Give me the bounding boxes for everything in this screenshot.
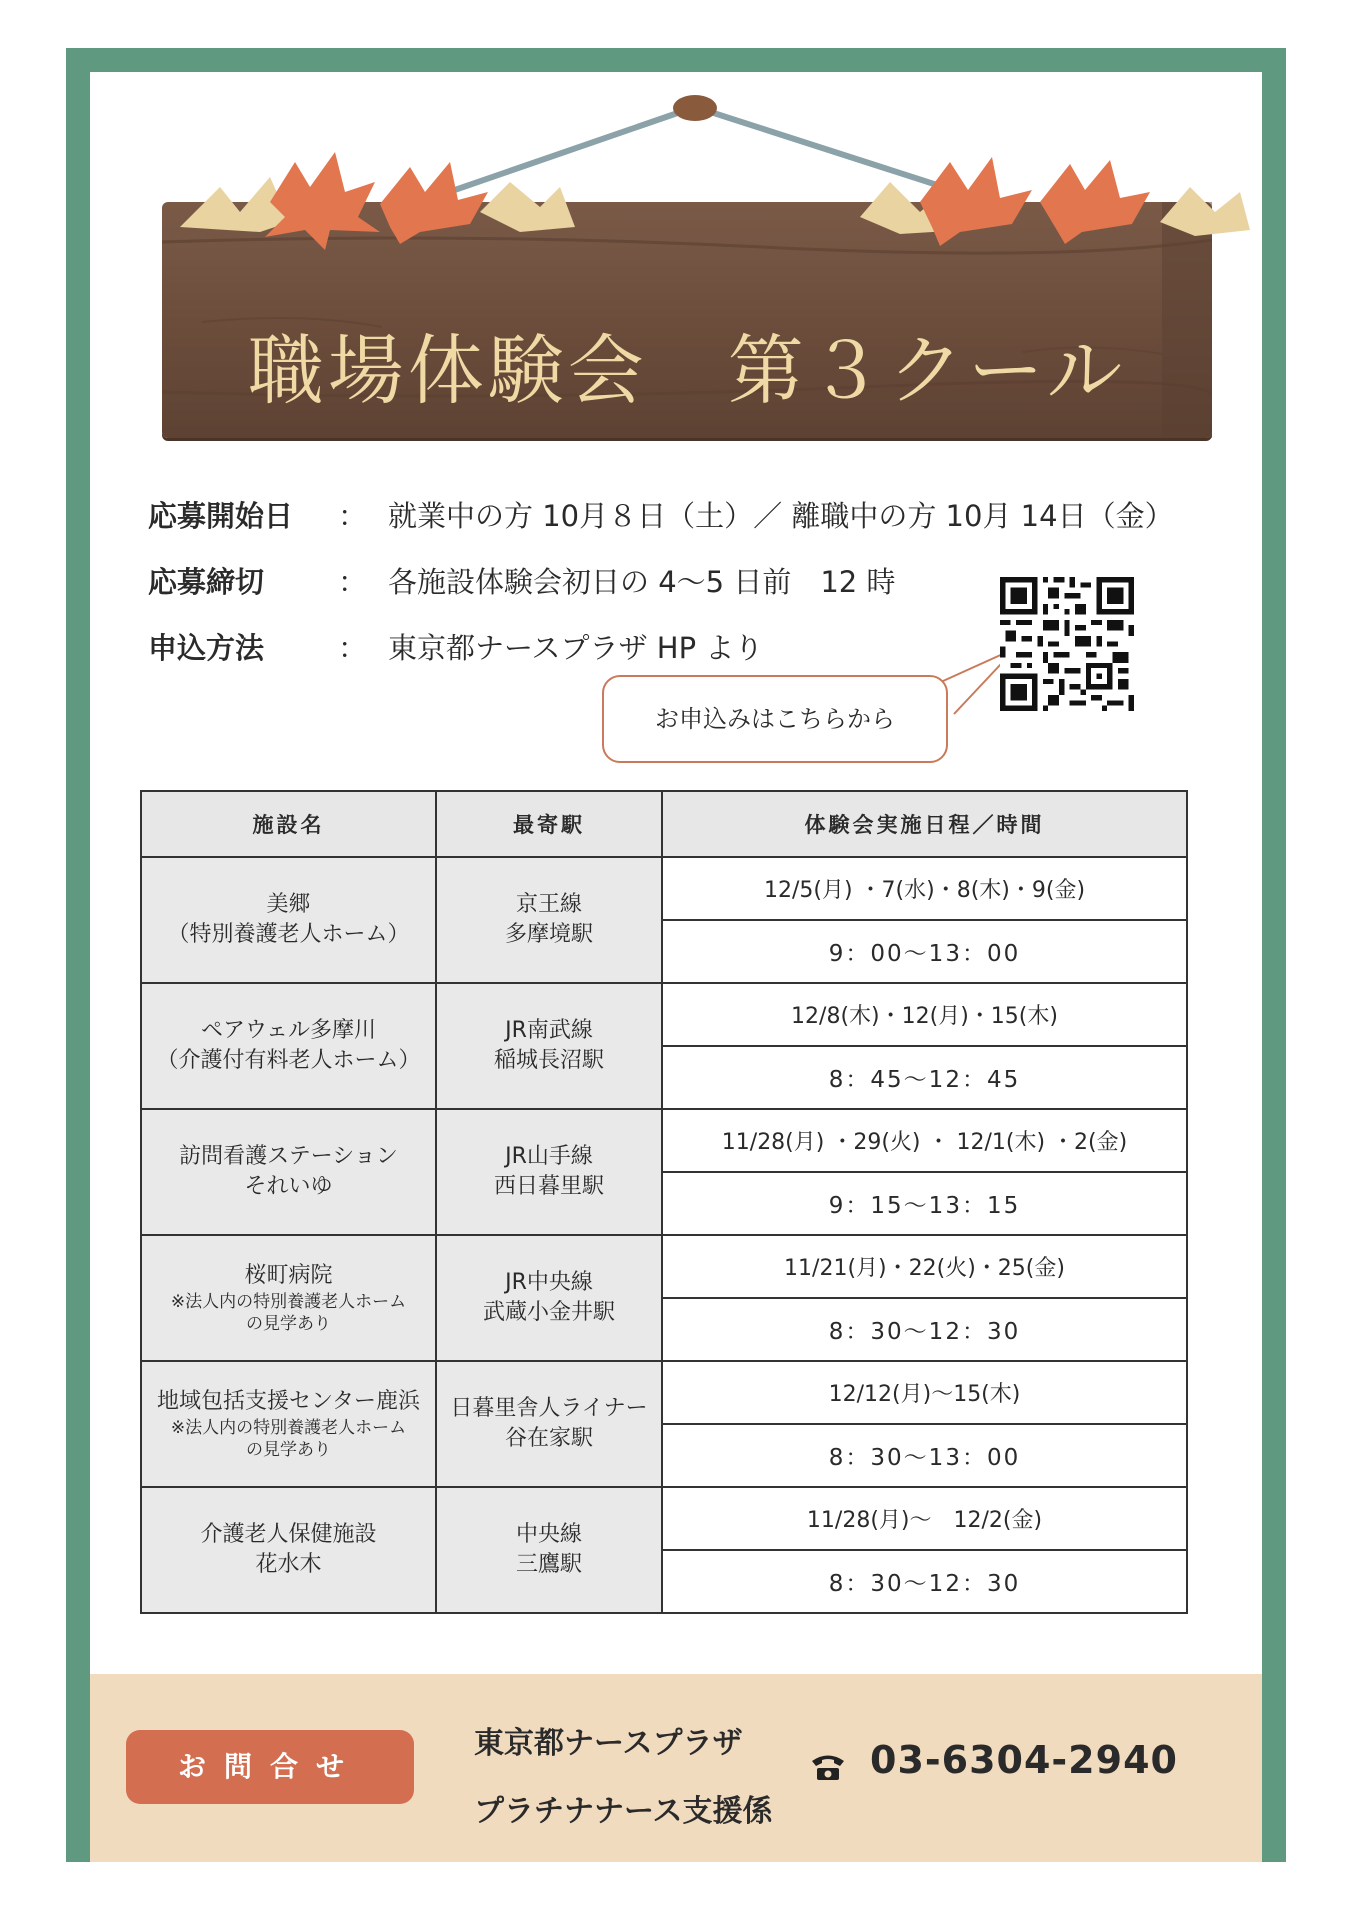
station-cell: 中央線 三鷹駅 bbox=[436, 1487, 662, 1613]
table-row bbox=[141, 983, 1187, 1046]
facility-cell: 桜町病院 ※法人内の特別養護老人ホーム の見学あり bbox=[141, 1235, 436, 1361]
dates-cell: 12/8(木)・12(月)・15(木) bbox=[662, 983, 1187, 1046]
time-cell: 8：30～12：30 bbox=[662, 1550, 1187, 1613]
info-value: 各施設体験会初日の 4～5 日前 12 時 bbox=[388, 565, 896, 599]
facility-cell: 美郷 （特別養護老人ホーム） bbox=[141, 857, 436, 983]
time-cell: 8：30～12：30 bbox=[662, 1298, 1187, 1361]
facility-cell: 介護老人保健施設 花水木 bbox=[141, 1487, 436, 1613]
header-station: 最寄駅 bbox=[436, 791, 662, 857]
wooden-board bbox=[162, 202, 1212, 438]
time-cell: 8：45～12：45 bbox=[662, 1046, 1187, 1109]
station-cell: JR山手線 西日暮里駅 bbox=[436, 1109, 662, 1235]
org-department: プラチナナース支援係 bbox=[474, 1794, 773, 1829]
station-cell: JR中央線 武蔵小金井駅 bbox=[436, 1235, 662, 1361]
facility-note: ※法人内の特別養護老人ホーム bbox=[170, 1418, 407, 1438]
table-row bbox=[141, 1109, 1187, 1172]
dates-cell: 12/12(月)～15(木) bbox=[662, 1361, 1187, 1424]
dates-cell: 11/28(月) ・29(火) ・ 12/1(木) ・2(金) bbox=[662, 1109, 1187, 1172]
table-row bbox=[141, 1487, 1187, 1550]
dates-cell: 11/21(月)・22(火)・25(金) bbox=[662, 1235, 1187, 1298]
phone-number[interactable]: 03-6304-2940 bbox=[870, 1738, 1178, 1782]
facility-note: ※法人内の特別養護老人ホーム bbox=[170, 1292, 407, 1312]
page-title: 職場体験会 第３クール bbox=[247, 326, 1127, 415]
facility-cell: ペアウェル多摩川 （介護付有料老人ホーム） bbox=[141, 983, 436, 1109]
station-cell: JR南武線 稲城長沼駅 bbox=[436, 983, 662, 1109]
contact-label: お問合せ bbox=[126, 1730, 414, 1804]
time-cell: 8：30～13：00 bbox=[662, 1424, 1187, 1487]
table-header-row bbox=[141, 791, 1187, 857]
apply-here-bubble: お申込みはこちらから bbox=[602, 675, 948, 763]
info-label: 応募締切 bbox=[148, 565, 265, 599]
info-label: 申込方法 bbox=[148, 631, 265, 665]
time-cell: 9：15～13：15 bbox=[662, 1172, 1187, 1235]
facility-cell: 地域包括支援センター鹿浜 ※法人内の特別養護老人ホーム の見学あり bbox=[141, 1361, 436, 1487]
facility-note: の見学あり bbox=[246, 1314, 331, 1334]
dates-cell: 11/28(月)～ 12/2(金) bbox=[662, 1487, 1187, 1550]
poster-frame: 職場体験会 第３クール 応募開始日 ： 就業中の方 10月８日（土）／ 離職中の方 10月 14日（金） 応募締切 ： 各施設体験会初日の 4～5 日前 12 時 申込方法 ： 東京都ナースプラザ HP より お申込みはこちらから 施設名 最寄駅 体験会実施日程／時間 美郷 （特別養護老人ホーム） 京王線 多摩境駅 12/5(月) ・7(水)・8(木)・9(金) 9：00～13：00 ペアウェル多摩川 （介護付有料老人ホーム） JR南武線 稲城長沼駅 12/8(木)・12(月)・15(木) 8：45～12：45 訪問看護ステーション それいゆ JR山手線 西日暮里駅 11/28(月) ・29(火) ・ 12/1(木) ・2(金) 9：15～13：15 桜町病院 ※法人内の特別養護老人ホーム の見学あり JR中央線 武蔵小金井駅 11/21(月)・22(火)・25(金) 8：30～12：30 地域包括支援センター鹿浜 ※法人内の特別養護老人ホーム の見学あり 日暮里舎人ライナー 谷在家駅 12/12(月)～15(木) 8：30～13：00 介護老人保健施設 花水木 中央線 三鷹駅 11/28(月)～ 12/2(金) 8：30～12：30 お問合せ 東京都ナースプラザ プラチナナース支援係 03-6304-2940 bbox=[66, 48, 1286, 1862]
station-cell: 京王線 多摩境駅 bbox=[436, 857, 662, 983]
table-row bbox=[141, 1235, 1187, 1298]
schedule-table bbox=[140, 790, 1188, 1614]
facility-note: の見学あり bbox=[246, 1440, 331, 1460]
station-cell: 日暮里舎人ライナー 谷在家駅 bbox=[436, 1361, 662, 1487]
signboard bbox=[120, 72, 1290, 452]
qr-code-icon[interactable] bbox=[1000, 574, 1134, 714]
dates-cell: 12/5(月) ・7(水)・8(木)・9(金) bbox=[662, 857, 1187, 920]
contact-footer bbox=[90, 1674, 1262, 1862]
info-label: 応募開始日 bbox=[148, 499, 294, 533]
table-row bbox=[141, 857, 1187, 920]
org-name: 東京都ナースプラザ bbox=[474, 1726, 743, 1761]
telephone-icon bbox=[810, 1752, 846, 1782]
header-facility: 施設名 bbox=[141, 791, 436, 857]
table-row bbox=[141, 1361, 1187, 1424]
facility-cell: 訪問看護ステーション それいゆ bbox=[141, 1109, 436, 1235]
time-cell: 9：00～13：00 bbox=[662, 920, 1187, 983]
info-value: 就業中の方 10月８日（土）／ 離職中の方 10月 14日（金） bbox=[388, 499, 1174, 533]
info-value: 東京都ナースプラザ HP より bbox=[388, 631, 764, 665]
header-schedule: 体験会実施日程／時間 bbox=[662, 791, 1187, 857]
